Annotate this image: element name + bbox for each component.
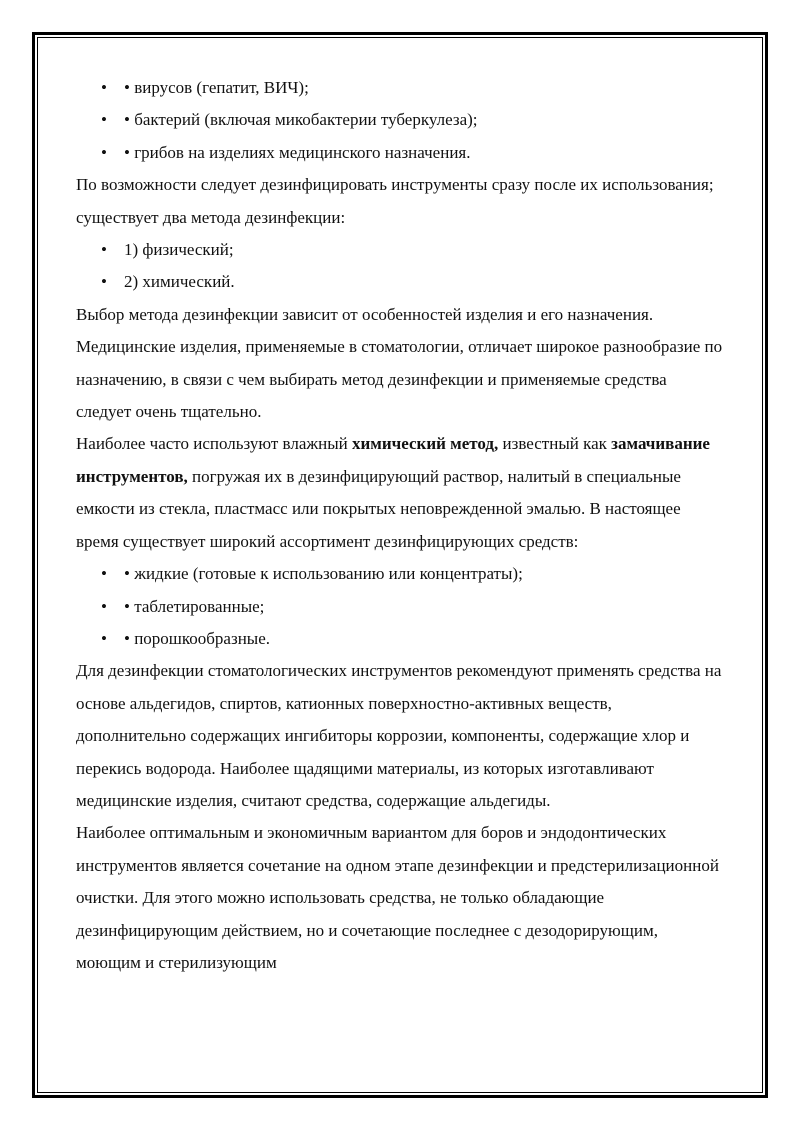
list-item (76, 72, 726, 104)
list-item (76, 104, 726, 136)
list-item (76, 591, 726, 623)
paragraph: Выбор метода дезинфекции зависит от особенностей изделия и его назначения. Медицинские изделия, применяемые в стоматологии, отличает широкое разнообразие по назначению, в связи с чем выбирать метод дезинфекции и применяемые средства следует очень тщательно. (76, 304, 723, 422)
paragraph: Для дезинфекции стоматологических инструментов рекомендуют применять средства на основе альдегидов, спиртов, катионных поверхностно-активных веществ, дополнительно содержащих ингибиторы коррозии, компоненты, содержащие хлор и перекись водорода. Наиболее щадящими материалы, из которых изготавливают медицинские изделия, считают средства, содержащие альдегиды. (76, 661, 722, 810)
bullet-icon: • (101, 142, 107, 162)
list-item-text: 2) химический. (124, 272, 235, 292)
list-item-text: • бактерий (включая микобактерии туберкулеза); (124, 110, 478, 130)
bullet-icon: • (101, 596, 107, 616)
bullet-icon: • (101, 110, 107, 130)
list-item-text: • таблетированные; (124, 596, 265, 616)
bullet-icon: • (101, 628, 107, 648)
bold-term: химический метод, (351, 434, 499, 454)
list-item (76, 266, 726, 298)
paragraph: По возможности следует дезинфицировать инструменты сразу после их использования; существует два метода дезинфекции: (76, 175, 714, 227)
list-item (76, 137, 726, 169)
text-run: известный как (498, 434, 612, 454)
document-body (76, 72, 726, 979)
list-item (76, 623, 726, 655)
text-run: Наиболее часто используют влажный (76, 434, 352, 454)
paragraph (76, 428, 726, 558)
list-item (76, 558, 726, 590)
list-item-text: • жидкие (готовые к использованию или концентраты); (124, 564, 523, 584)
bullet-icon: • (101, 272, 107, 292)
bullet-icon: • (101, 240, 107, 260)
bullet-icon: • (101, 78, 107, 97)
list-item (76, 234, 726, 266)
list-item-text: 1) физический; (124, 240, 234, 260)
list-item-text: • вирусов (гепатит, ВИЧ); (124, 78, 309, 97)
list-item-text: • грибов на изделиях медицинского назначения. (124, 142, 471, 162)
bullet-icon: • (101, 564, 107, 584)
list-item-text: • порошкообразные. (124, 628, 271, 648)
text-run: погружая их в дезинфицирующий раствор, налитый в специальные емкости из стекла, пластмасс или покрытых неповрежденной эмалью. В настоящее время существует широкий ассортимент дезинфицирующих средств: (76, 466, 681, 551)
bold-term: замачивание инструментов, (76, 434, 710, 486)
paragraph: Наиболее оптимальным и экономичным вариантом для боров и эндодонтических инструментов является сочетание на одном этапе дезинфекции и предстерилизационной очистки. Для этого можно использовать средства, не только обладающие дезинфицирующим действием, но и сочетающие последнее с дезодорирующим, моющим и стерилизующим (76, 823, 719, 972)
